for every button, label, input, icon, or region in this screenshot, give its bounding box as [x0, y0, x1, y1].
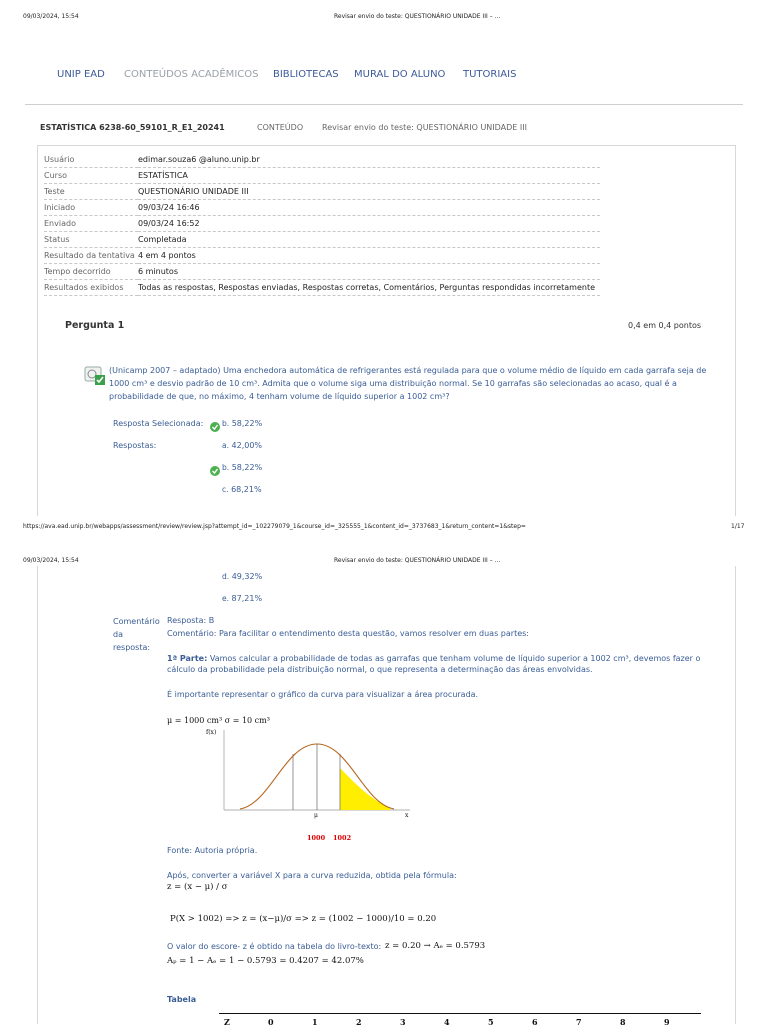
answer-d — [222, 572, 262, 581]
z-table-col-header: 0 — [268, 1017, 274, 1027]
answer-value: 58,22% — [231, 463, 263, 472]
info-value: Completada — [138, 232, 600, 248]
answer-value: 49,32% — [231, 572, 263, 581]
info-value: ESTATÍSTICA — [138, 168, 600, 184]
answer-value: 68,21% — [231, 485, 262, 494]
parte1-paragraph — [167, 653, 717, 675]
normal-curve-graph — [200, 724, 415, 844]
parte1-label: 1ª Parte: — [167, 654, 208, 663]
answer-value: 42,00% — [231, 441, 263, 450]
info-value: Todas as respostas, Respostas enviadas, Respostas corretas, Comentários, Perguntas respondidas incorretamente — [138, 280, 600, 296]
info-value: 4 em 4 pontos — [138, 248, 600, 264]
question-score: 0,4 em 0,4 pontos — [628, 321, 702, 330]
info-key: Resultados exibidos — [44, 280, 138, 296]
nav-divider — [25, 104, 743, 105]
valor-escore-text: O valor do escore- z é obtido na tabela do livro-texto: — [167, 942, 382, 951]
z-table-col-header: 6 — [532, 1017, 538, 1027]
ap-formula: Aₚ = 1 − Aₑ = 1 − 0.5793 = 0.4207 = 42.07% — [167, 956, 364, 966]
answer-letter: d. — [222, 572, 230, 581]
nav-tutoriais[interactable]: TUTORIAIS — [463, 69, 517, 80]
info-value: 09/03/24 16:46 — [138, 200, 600, 216]
info-key: Iniciado — [44, 200, 138, 216]
info-row — [44, 184, 600, 200]
graph-1002-label: 1002 — [333, 834, 352, 842]
answer-value: 58,22% — [231, 419, 263, 428]
graph-params: μ = 1000 cm³ σ = 10 cm³ — [167, 716, 270, 725]
info-row — [44, 168, 600, 184]
info-value: edimar.souza6 @aluno.unip.br — [138, 152, 600, 168]
correct-answer-icon — [84, 366, 106, 386]
answer-letter: b. — [222, 419, 230, 428]
nav-bibliotecas[interactable]: BIBLIOTECAS — [273, 69, 339, 80]
print-page-number: 1/17 — [731, 523, 745, 530]
answer-letter: c. — [222, 485, 229, 494]
selected-answer — [222, 419, 262, 428]
comment-label-line: Comentário — [113, 617, 160, 626]
z-table-col-header: 2 — [356, 1017, 362, 1027]
table-top-rule — [219, 1013, 701, 1014]
z-table-col-header: 9 — [664, 1017, 670, 1027]
fonte-text: Fonte: Autoria própria. — [167, 846, 258, 855]
importante-text: É importante representar o gráfico da curva para visualizar a área procurada. — [167, 690, 479, 699]
answer-b — [222, 463, 262, 472]
comment-resposta: Resposta: B — [167, 616, 215, 625]
answer-value: 87,21% — [231, 594, 263, 603]
apos-text: Após, converter a variável X para a curva reduzida, obtida pela fórmula: — [167, 871, 457, 880]
z-formula: z = (x − μ) / σ — [167, 882, 228, 892]
answer-letter: b. — [222, 463, 230, 472]
comment-label-line: da — [113, 630, 123, 639]
info-row — [44, 152, 600, 168]
print-url: https://ava.ead.unip.br/webapps/assessment/review/review.jsp?attempt_id=_102279079_1&course_id=_325555_1&content_id=_3737683_1&return_content=1&step= — [23, 523, 526, 530]
info-key: Curso — [44, 168, 138, 184]
info-row — [44, 264, 600, 280]
comment-label-line: resposta: — [113, 643, 151, 652]
print-title: Revisar envio do teste: QUESTIONÁRIO UNIDADE III – ... — [334, 557, 501, 564]
nav-unip-ead[interactable]: UNIP EAD — [57, 69, 105, 80]
z-value: z = 0.20 → Aₑ = 0.5793 — [385, 941, 486, 951]
graph-fx-label: f(x) — [206, 729, 217, 736]
info-row — [44, 232, 600, 248]
info-value: QUESTIONÁRIO UNIDADE III — [138, 184, 600, 200]
z-table-col-header: 3 — [400, 1017, 406, 1027]
info-row — [44, 200, 600, 216]
info-value: 09/03/24 16:52 — [138, 216, 600, 232]
info-value: 6 minutos — [138, 264, 600, 280]
breadcrumb-section[interactable]: CONTEÚDO — [257, 123, 304, 132]
z-table-col-header: 4 — [444, 1017, 450, 1027]
answer-letter: a. — [222, 441, 229, 450]
info-key: Resultado da tentativa — [44, 248, 138, 264]
check-icon — [210, 422, 220, 432]
info-key: Teste — [44, 184, 138, 200]
z-table-col-header: 7 — [576, 1017, 582, 1027]
selected-answer-label: Resposta Selecionada: — [113, 419, 204, 428]
breadcrumb-page: Revisar envio do teste: QUESTIONÁRIO UNIDADE III — [322, 123, 527, 132]
info-row — [44, 280, 600, 296]
graph-mu-label: μ — [314, 812, 318, 819]
info-key: Status — [44, 232, 138, 248]
z-table-col-header: 5 — [488, 1017, 494, 1027]
info-key: Tempo decorrido — [44, 264, 138, 280]
comment-text: Comentário: Para facilitar o entendimento desta questão, vamos resolver em duas partes: — [167, 629, 529, 638]
graph-x-label: x — [405, 812, 409, 819]
info-row — [44, 248, 600, 264]
nav-mural-do-aluno[interactable]: MURAL DO ALUNO — [354, 69, 446, 80]
question-text: (Unicamp 2007 – adaptado) Uma enchedora automática de refrigerantes está regulada para que o volume médio de líquido em cada garrafa seja de 1000 cm³ e desvio padrão de 10 cm³. Admita que o volume siga uma distribuição normal. Se 10 garrafas são selecionadas ao acaso, qual é a probabilidade de que, no máximo, 4 tenham volume de líquido superior a 1002 cm³? — [109, 366, 707, 401]
print-date: 09/03/2024, 15:54 — [23, 557, 79, 564]
z-table-col-header: Z — [224, 1017, 230, 1027]
tabela-label: Tabela — [167, 995, 197, 1004]
answers-label: Respostas: — [113, 441, 157, 450]
answer-a — [222, 441, 262, 450]
print-date: 09/03/2024, 15:54 — [23, 13, 79, 20]
answer-c — [222, 485, 262, 494]
graph-1000-label: 1000 — [307, 834, 326, 842]
info-key: Enviado — [44, 216, 138, 232]
comment-label — [113, 615, 160, 654]
p-formula: P(X > 1002) => z = (x−μ)/σ => z = (1002 − 1000)/10 = 0.20 — [170, 914, 437, 924]
attempt-info-table — [44, 152, 600, 296]
breadcrumb-course[interactable]: ESTATÍSTICA 6238-60_59101_R_E1_20241 — [40, 123, 225, 132]
z-table-col-header: 8 — [620, 1017, 626, 1027]
info-key: Usuário — [44, 152, 138, 168]
nav-conteudos-academicos[interactable]: CONTEÚDOS ACADÊMICOS — [124, 69, 259, 80]
question-title: Pergunta 1 — [65, 320, 125, 331]
print-title: Revisar envio do teste: QUESTIONÁRIO UNIDADE III – ... — [334, 13, 501, 20]
info-row — [44, 216, 600, 232]
check-icon — [210, 466, 220, 476]
answer-e — [222, 594, 262, 603]
parte1-text: Vamos calcular a probabilidade de todas as garrafas que tenham volume de líquido superior a 1002 cm³, devemos fazer o cálculo da probabilidade pela distribuição normal, o que representa a determinação das áreas envolvidas. — [167, 654, 701, 674]
answer-letter: e. — [222, 594, 229, 603]
z-table-col-header: 1 — [312, 1017, 318, 1027]
